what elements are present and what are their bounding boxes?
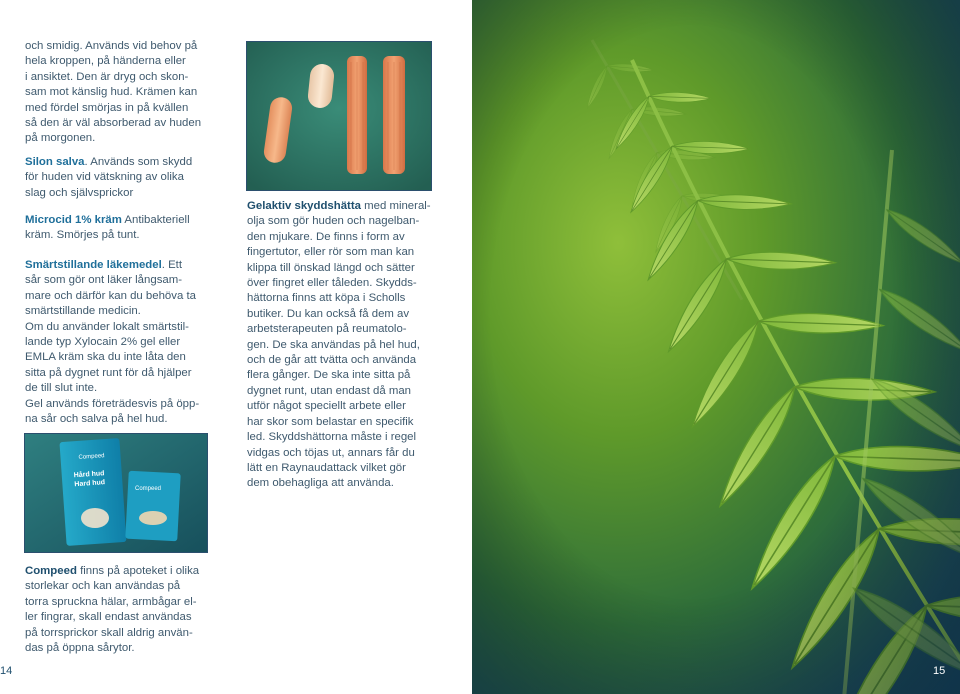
smart-line: EMLA kräm ska du inte låta den — [25, 351, 186, 364]
skyddshatta-line: gen. De ska användas på hel hud, — [247, 338, 420, 351]
smart-line: . Ett — [161, 259, 183, 271]
compeed-line: torra spruckna hälar, armbågar el- — [25, 595, 197, 608]
silon-line: . Används som skydd — [84, 156, 193, 168]
microcid-paragraph — [25, 213, 215, 244]
left-page — [0, 0, 472, 694]
right-page-fern-photo — [472, 0, 960, 694]
skyddshatta-line: och de går att tvätta och använda — [247, 354, 417, 367]
compeed-term: Compeed — [25, 565, 77, 577]
compeed-plaster-2 — [139, 511, 167, 525]
intro-line: så den är väl absorberad av huden — [25, 117, 202, 130]
smart-line: na sår och salva på hel hud. — [25, 413, 168, 426]
compeed-box-label-1: Hård hud — [73, 470, 105, 480]
skyddshatta-line: vidgas och töjas ut, annars får du — [247, 446, 415, 459]
skyddshatta-term: Gelaktiv skyddshätta — [247, 200, 361, 212]
skyddshatta-line: dygnet runt, utan endast då man — [247, 384, 412, 397]
silon-paragraph — [25, 155, 215, 201]
skyddshatta-line: arbetsterapeuten på reumatolo- — [247, 323, 407, 336]
compeed-line: storlekar och kan användas på — [25, 580, 181, 593]
compeed-box-small — [125, 471, 180, 542]
smart-line: mare och därför kan du behöva ta — [25, 289, 196, 302]
page-number-left: 14 — [0, 665, 13, 677]
intro-line: sam mot känslig hud. Krämen kan — [25, 86, 198, 99]
smart-line: lande typ Xylocain 2% gel eller — [25, 336, 181, 349]
silon-line: för huden vid vätskning av olika — [25, 171, 184, 184]
compeed-plaster-1 — [81, 508, 109, 528]
skyddshatta-line: har skor som belastar en specifik — [247, 415, 414, 428]
skyddshatta-paragraph — [247, 199, 433, 492]
microcid-line: Antibakteriell — [121, 214, 190, 226]
compeed-line: das på öppna sårytor. — [25, 642, 135, 655]
smart-line: Gel används företrädesvis på öpp- — [25, 397, 200, 410]
page-number-right: 15 — [933, 665, 946, 677]
compeed-line: ler fingrar, skall endast användas — [25, 611, 192, 624]
skyddshatta-line: klippa till önskad längd och sätter — [247, 261, 415, 274]
skyddshatta-line: över fingret eller tåleden. Skydds- — [247, 277, 417, 290]
intro-line: hela kroppen, på händerna eller — [25, 55, 186, 68]
smart-line: smärtstillande medicin. — [25, 305, 141, 318]
compeed-image — [25, 434, 207, 552]
skyddshatta-line: den mjukare. De finns i form av — [247, 230, 405, 243]
finger-caps-image — [247, 42, 431, 190]
skyddshatta-line: med mineral- — [360, 200, 431, 212]
skyddshatta-line: olja som gör huden och nagelban- — [247, 215, 420, 228]
smart-line: de till slut inte. — [25, 382, 98, 395]
microcid-line: kräm. Smörjes på tunt. — [25, 229, 140, 242]
intro-line: och smidig. Används vid behov på — [25, 40, 198, 52]
intro-line: med fördel smörjas in på kvällen — [25, 101, 189, 114]
smart-line: sitta på dygnet runt för då hjälper — [25, 366, 192, 379]
smartstillande-term: Smärtstillande läkemedel — [25, 259, 162, 271]
intro-line: på morgonen. — [25, 132, 96, 145]
microcid-term: Microcid 1% kräm — [25, 214, 122, 226]
smart-line: sår som gör ont läker långsam- — [25, 274, 182, 287]
smart-line: Om du använder lokalt smärtstil- — [25, 320, 189, 333]
skyddshatta-line: hättorna finns att köpa i Scholls — [247, 292, 406, 305]
compeed-caption — [25, 564, 211, 656]
compeed-box-brand: Compeed — [78, 453, 105, 461]
compeed-line: finns på apoteket i olika — [76, 565, 200, 577]
compeed-line: på torrsprickor skall aldrig använ- — [25, 626, 193, 639]
smartstillande-paragraph — [25, 258, 215, 427]
skyddshatta-line: fingertutor, eller rör som man kan — [247, 246, 415, 259]
skyddshatta-line: dem obehagliga att använda. — [247, 477, 394, 490]
compeed-photo — [24, 433, 208, 553]
silon-term: Silon salva — [25, 156, 85, 168]
silon-line: slag och självsprickor — [25, 186, 134, 199]
fern-image — [472, 0, 960, 694]
compeed-box-label-2: Hard hud — [74, 479, 106, 489]
skyddshatta-line: butiker. Du kan också få dem av — [247, 307, 410, 320]
skyddshatta-line: lätt en Raynaudattack vilket gör — [247, 461, 406, 474]
compeed-box2-brand: Compeed — [135, 486, 162, 492]
finger-caps-photo — [246, 41, 432, 191]
skyddshatta-line: led. Skyddshättorna måste i regel — [247, 431, 417, 444]
skyddshatta-line: flera gånger. De ska inte sitta på — [247, 369, 411, 382]
skyddshatta-line: utför något speciellt arbete eller — [247, 400, 406, 413]
intro-paragraph — [25, 39, 215, 147]
intro-line: i ansiktet. Den är dryg och skon- — [25, 70, 189, 83]
